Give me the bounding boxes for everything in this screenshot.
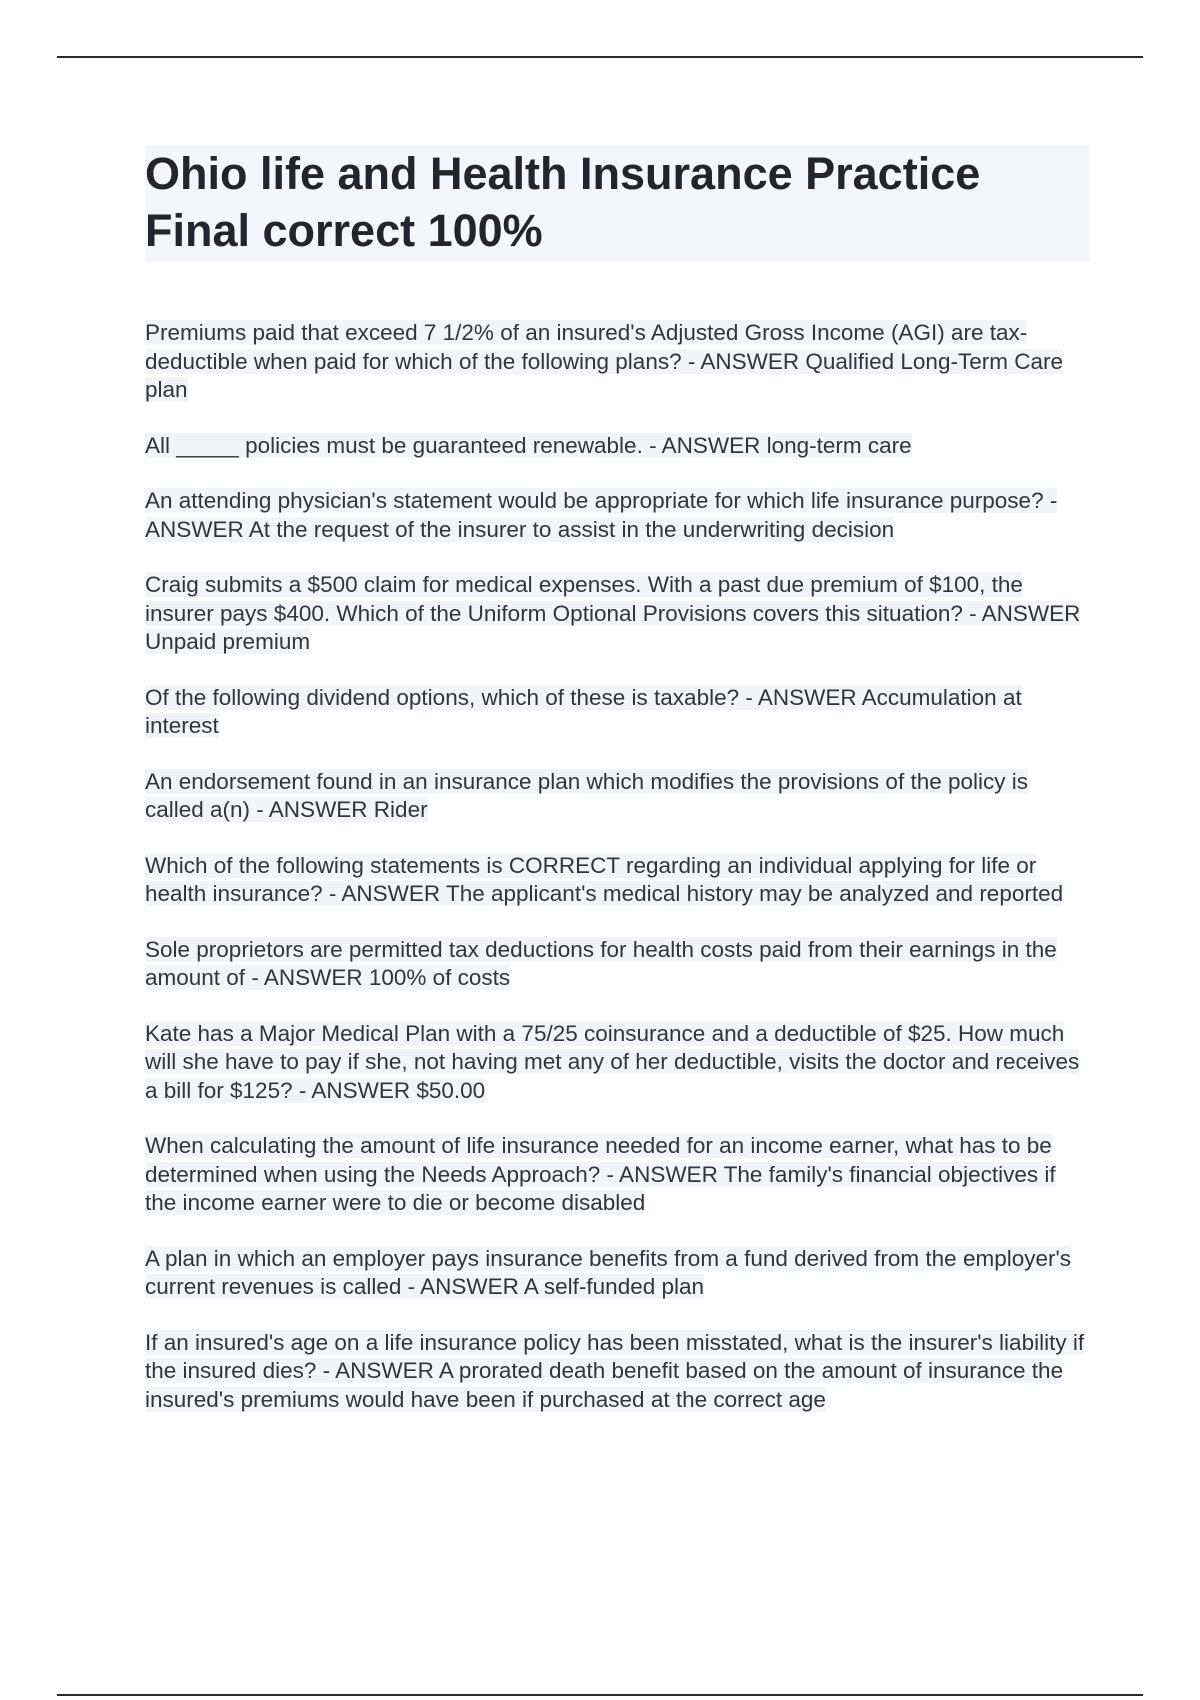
qa-item <box>145 1020 1090 1106</box>
qa-text: All _____ policies must be guaranteed renewable. - ANSWER long-term care <box>145 432 912 458</box>
qa-item <box>145 319 1090 405</box>
qa-text: When calculating the amount of life insurance needed for an income earner, what has to be determined when using the Needs Approach? - ANSWER The family's financial objectives if the income earner were to die or become disabled <box>145 1133 1056 1215</box>
qa-text: Kate has a Major Medical Plan with a 75/25 coinsurance and a deductible of $25. How much will she have to pay if she, not having met any of her deductible, visits the doctor and receives a bill for $125? - ANSWER $50.00 <box>145 1020 1080 1103</box>
qa-text: Of the following dividend options, which of these is taxable? - ANSWER Accumulation at interest <box>145 684 1022 738</box>
qa-item <box>145 571 1090 657</box>
qa-text: Sole proprietors are permitted tax deductions for health costs paid from their earnings in the amount of - ANSWER 100% of costs <box>145 936 1057 990</box>
qa-text: If an insured's age on a life insurance policy has been misstated, what is the insurer's liability if the insured dies? - ANSWER A prorated death benefit based on the amount of insurance the insured's premiums would have been if purchased at the correct age <box>145 1329 1085 1412</box>
qa-item <box>145 1245 1090 1302</box>
qa-text: Which of the following statements is CORRECT regarding an individual applying for life or health insurance? - ANSWER The applicant's medical history may be analyzed and reported <box>145 852 1064 906</box>
qa-text: Craig submits a $500 claim for medical expenses. With a past due premium of $100, the insurer pays $400. Which of the Uniform Optional Provisions covers this situation? - ANSWER Unpaid premium <box>145 572 1081 654</box>
qa-item <box>145 684 1090 741</box>
document-body <box>145 145 1090 1441</box>
qa-item <box>145 1132 1090 1218</box>
title-line: Final correct 100% <box>145 205 543 256</box>
qa-item <box>145 1329 1090 1415</box>
qa-text: A plan in which an employer pays insurance benefits from a fund derived from the employer's current revenues is called - ANSWER A self-funded plan <box>145 1245 1072 1299</box>
qa-item <box>145 936 1090 993</box>
qa-item <box>145 432 1090 461</box>
qa-text: An attending physician's statement would be appropriate for which life insurance purpose? - ANSWER At the request of the insurer to assist in the underwriting decision <box>145 488 1058 542</box>
top-divider <box>57 56 1143 58</box>
document-title <box>145 145 1090 262</box>
title-line: Ohio life and Health Insurance Practice <box>145 148 981 199</box>
question-answer-list <box>145 319 1090 1414</box>
bottom-divider <box>57 1694 1143 1696</box>
qa-item <box>145 768 1090 825</box>
qa-text: Premiums paid that exceed 7 1/2% of an insured's Adjusted Gross Income (AGI) are tax-deductible when paid for which of the following plans? - ANSWER Qualified Long-Term Care plan <box>145 320 1063 402</box>
qa-item <box>145 852 1090 909</box>
qa-text: An endorsement found in an insurance plan which modifies the provisions of the policy is called a(n) - ANSWER Rider <box>145 768 1029 822</box>
qa-item <box>145 487 1090 544</box>
